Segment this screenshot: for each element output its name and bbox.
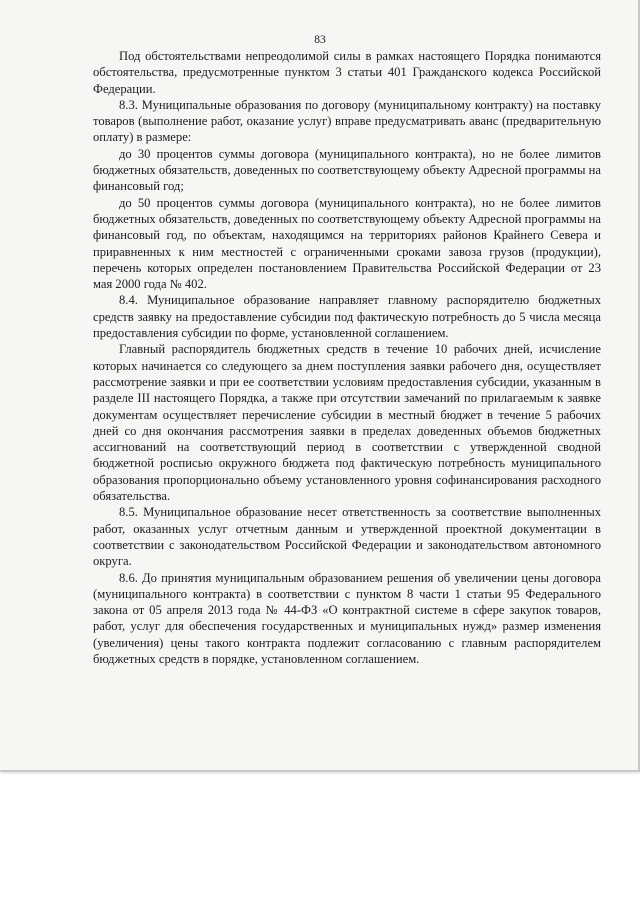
paragraph-force-majeure: Под обстоятельствами непреодолимой силы в рамках настоящего Порядка понимаются обстоятельства, предусмотренные пунктом 3 статьи 401 Гражданского кодекса Российской Федерации.: [93, 49, 601, 96]
paragraph-advance-30: до 30 процентов суммы договора (муниципального контракта), но не более лимитов бюджетных обязательств, доведенных по соответствующему объекту Адресной программы на финансовый год;: [93, 146, 601, 194]
paragraph-8-6: 8.6. До принятия муниципальным образованием решения об увеличении цены договора (муниципального контракта) в соответствии с пунктом 8 части 1 статьи 95 Федерального закона от 05 апреля 2013 года № 44-ФЗ «О контрактной системе в сфере закупок товаров, работ, услуг для обеспечения государственных и муниципальных нужд» размер изменения (увеличения) цены такого контракта подлежит согласованию с главным распорядителем бюджетных средств в порядке, установленном соглашением.: [93, 570, 601, 666]
page-number: 83: [314, 34, 326, 46]
paragraph-advance-50: до 50 процентов суммы договора (муниципального контракта), но не более лимитов бюджетных обязательств, доведенных по соответствующему объекту Адресной программы на финансовый год, по объектам, находящимся на территориях районов Крайнего Севера и приравненных к ним местностей с ограниченными сроками завоза грузов (продукции), перечень которых определен постановлением Правительства Российской Федерации от 23 мая 2000 года № 402.: [93, 195, 601, 292]
paragraph-chief-administrator: Главный распорядитель бюджетных средств в течение 10 рабочих дней, исчисление которых начинается со следующего за днем поступления заявки рабочего дня, осуществляет рассмотрение заявки и при ее соответствии условиям предоставления субсидии, указанным в разделе III настоящего Порядка, а также при отсутствии замечаний по прилагаемым к заявке документам осуществляет перечисление субсидии в местный бюджет в течение 5 рабочих дней со дня окончания рассмотрения заявки в пределах доведенных объемов бюджетных ассигнований на соответствующий период в соответствии с утвержденной сводной бюджетной росписью окружного бюджета под фактическую потребность муниципального образования пропорционально объему установленного уровня софинансирования расходного обязательства.: [93, 342, 601, 504]
paragraph-8-5: 8.5. Муниципальное образование несет ответственность за соответствие выполненных работ, оказанных услуг отчетным данным и утвержденной проектной документации в соответствии с законодательством Российской Федерации и законодательством автономного округа.: [93, 505, 601, 569]
paragraph-8-4: 8.4. Муниципальное образование направляет главному распорядителю бюджетных средств заявку на предоставление субсидии под фактическую потребность до 5 числа месяца предоставления субсидии по форме, установленной соглашением.: [93, 293, 601, 341]
paragraph-8-3: 8.3. Муниципальные образования по договору (муниципальному контракту) на поставку товаров (выполнение работ, оказание услуг) вправе предусматривать аванс (предварительную оплату) в размере:: [93, 97, 601, 145]
document-body: [93, 48, 601, 667]
